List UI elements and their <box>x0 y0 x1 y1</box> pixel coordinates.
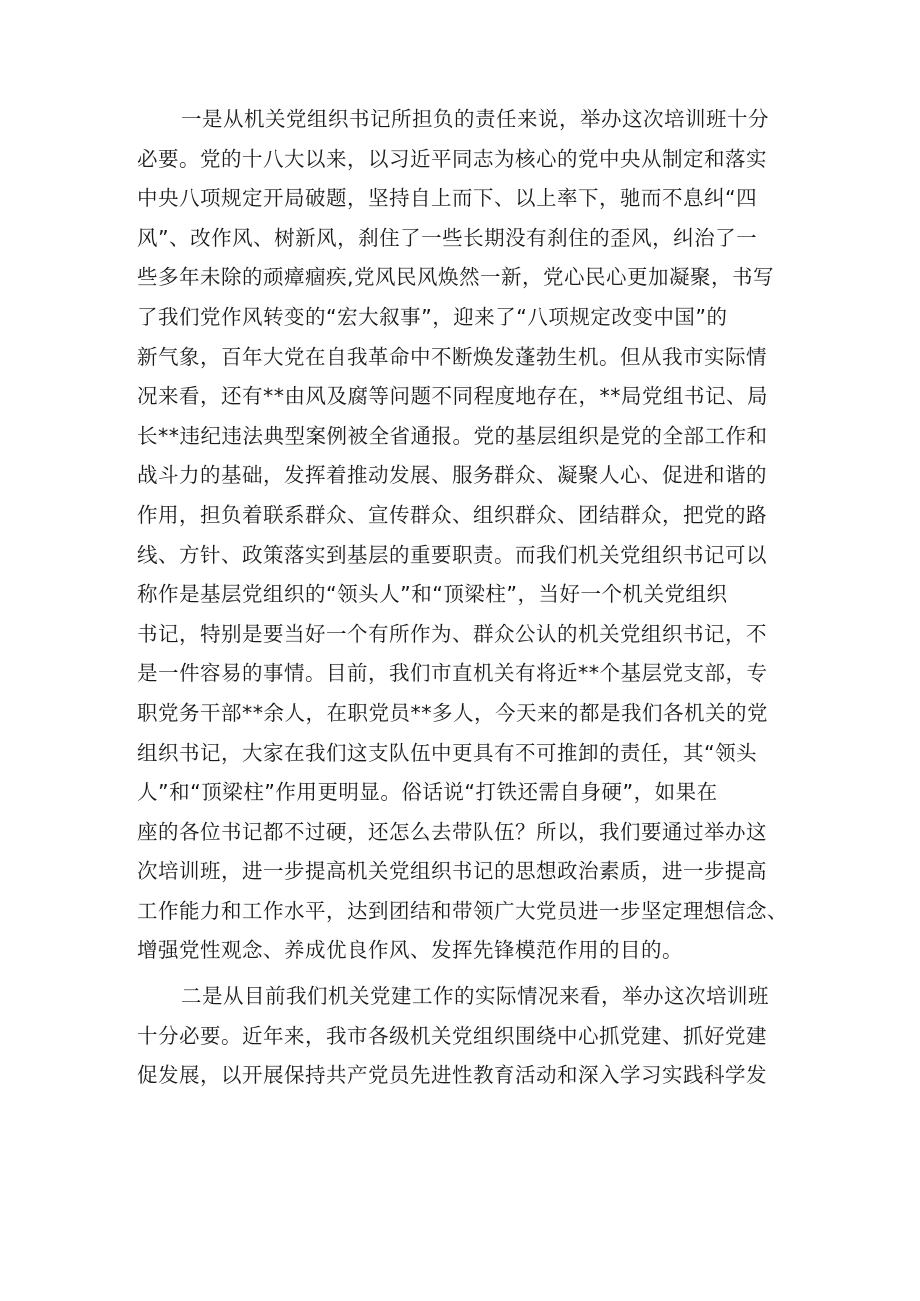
text-line: 必要。党的十八大以来，以习近平同志为核心的党中央从制定和落实 <box>137 146 767 171</box>
text-line: 风”、改作风、树新风，刹住了一些长期没有刹住的歪风，纠治了一 <box>137 225 758 250</box>
text-line: 线、方针、政策落实到基层的重要职责。而我们机关党组织书记可以 <box>137 542 767 567</box>
paragraph-2 <box>137 977 797 1096</box>
text-line: 工作能力和工作水平，达到团结和带领广大党员进一步坚定理想信念、 <box>137 898 788 923</box>
paragraph-1 <box>137 100 797 971</box>
text-line: 次培训班，进一步提高机关党组织书记的思想政治素质，进一步提高 <box>137 859 767 884</box>
text-line: 一是从机关党组织书记所担负的责任来说，举办这次培训班十分 <box>181 107 769 131</box>
document-body <box>137 100 797 1096</box>
text-line: 作用，担负着联系群众、宣传群众、组织群众、团结群众，把党的路 <box>137 502 767 527</box>
text-line: 况来看，还有**由风及腐等问题不同程度地存在，**局党组书记、局 <box>137 384 768 409</box>
text-line: 增强党性观念、养成优良作风、发挥先锋模范作用的目的。 <box>137 938 683 963</box>
text-line: 二是从目前我们机关党建工作的实际情况来看，举办这次培训班 <box>181 984 769 1009</box>
text-line: 十分必要。近年来，我市各级机关党组织围绕中心抓党建、抓好党建 <box>137 1023 767 1048</box>
text-line: 称作是基层党组织的“领头人”和“顶梁柱”，当好一个机关党组织 <box>137 582 728 607</box>
text-line: 新气象，百年大党在自我革命中不断焕发蓬勃生机。但从我市实际情 <box>137 344 767 369</box>
text-line: 是一件容易的事情。目前，我们市直机关有将近**个基层党支部，专 <box>137 661 768 686</box>
text-line: 些多年未除的顽瘴痼疾,党风民风焕然一新，党心民心更加凝聚，书写 <box>137 265 775 290</box>
text-line: 座的各位书记都不过硬，还怎么去带队伍？所以，我们要通过举办这 <box>137 819 767 844</box>
text-line: 书记，特别是要当好一个有所作为、群众公认的机关党组织书记，不 <box>137 621 767 646</box>
text-line: 职党务干部**余人，在职党员**多人，今天来的都是我们各机关的党 <box>137 700 768 725</box>
text-line: 组织书记，大家在我们这支队伍中更具有不可推卸的责任，其“领头 <box>137 740 758 765</box>
text-line: 中央八项规定开局破题，坚持自上而下、以上率下，驰而不息纠“四 <box>137 186 758 211</box>
text-line: 了我们党作风转变的“宏大叙事”，迎来了“八项规定改变中国”的 <box>137 304 728 329</box>
text-line: 促发展，以开展保持共产党员先进性教育活动和深入学习实践科学发 <box>137 1063 767 1088</box>
text-line: 人”和“顶梁柱”作用更明显。俗话说“打铁还需自身硬”，如果在 <box>137 780 718 805</box>
text-line: 长**违纪违法典型案例被全省通报。党的基层组织是党的全部工作和 <box>137 423 768 448</box>
text-line: 战斗力的基础，发挥着推动发展、服务群众、凝聚人心、促进和谐的 <box>137 463 767 488</box>
